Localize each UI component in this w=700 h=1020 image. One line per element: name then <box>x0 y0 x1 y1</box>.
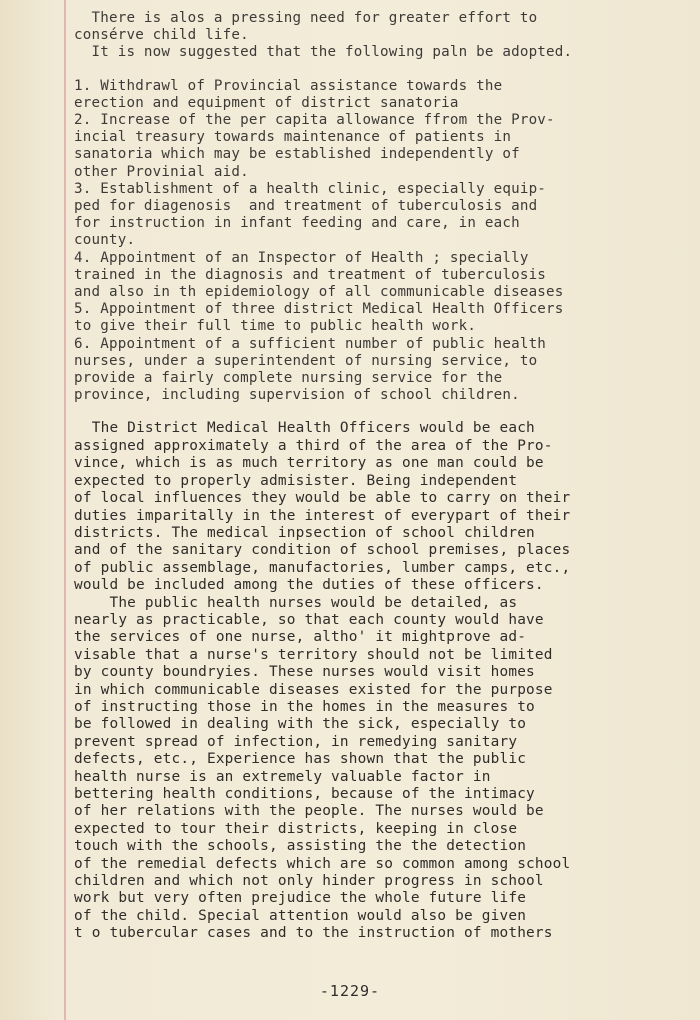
text-line: of local influences they would be able to carry on their <box>74 490 571 507</box>
text-line: work but very often prejudice the whole future life <box>74 890 527 907</box>
plan-item-line: province, including supervision of school children. <box>74 387 520 404</box>
plan-item-line: 1. Withdrawl of Provincial assistance towards the <box>74 77 503 94</box>
plan-item-line: erection and equipment of district sanatoria <box>74 94 459 111</box>
text-line: duties imparitally in the interest of everypart of their <box>74 507 571 524</box>
plan-item-line: 3. Establishment of a health clinic, especially equip- <box>74 180 547 197</box>
plan-item-line: and also in th epidemiology of all communicable diseases <box>74 284 564 301</box>
text-line: be followed in dealing with the sick, especially to <box>74 716 527 733</box>
text-line: assigned approximately a third of the area of the Pro- <box>74 437 553 454</box>
plan-item-line: nurses, under a superintendent of nursing service, to <box>74 352 538 369</box>
spacer <box>74 62 674 78</box>
page-number: -1229- <box>319 982 381 1000</box>
plan-item-line: 2. Increase of the per capita allowance ffrom the Prov- <box>74 112 555 129</box>
intro-paragraph <box>74 10 674 62</box>
text-line: expected to properly admisister. Being independent <box>74 472 518 489</box>
text-line: touch with the schools, assisting the the detection <box>74 838 527 855</box>
plan-item-line: 4. Appointment of an Inspector of Health ; specially <box>74 249 529 266</box>
text-line: health nurse is an extremely valuable factor in <box>74 768 491 785</box>
text-line: t o tubercular cases and to the instruction of mothers <box>74 925 553 942</box>
text-line: of instructing those in the homes in the measures to <box>74 698 535 715</box>
text-line: of the remedial defects which are so common among school <box>74 855 571 872</box>
district-officers-paragraph <box>74 420 674 594</box>
plan-item-line: county. <box>74 232 136 249</box>
plan-item-line: provide a fairly complete nursing service for the <box>74 370 503 387</box>
text-line: vince, which is as much territory as one man could be <box>74 455 544 472</box>
text-line: defects, etc., Experience has shown that the public <box>74 751 527 768</box>
plan-item-line: incial treasury towards maintenance of patients in <box>74 129 512 146</box>
plan-item-line: ped for diagenosis and treatment of tuberculosis and <box>74 198 538 215</box>
text-line: nearly as practicable, so that each county would have <box>74 611 544 628</box>
text-line: of her relations with the people. The nurses would be <box>74 803 544 820</box>
margin-rule <box>64 0 66 1020</box>
text-line: The District Medical Health Officers would be each <box>74 420 535 437</box>
plan-item-line: to give their full time to public health work. <box>74 318 477 335</box>
text-line: There is alos a pressing need for greater effort to <box>74 10 538 26</box>
text-line: consérve child life. <box>74 27 249 44</box>
plan-list <box>74 78 674 405</box>
public-health-nurses-paragraph <box>74 595 674 943</box>
plan-item-line: 5. Appointment of three district Medical Health Officers <box>74 301 564 318</box>
text-line: in which communicable diseases existed for the purpose <box>74 681 553 698</box>
text-line: The public health nurses would be detailed, as <box>74 594 518 611</box>
text-line: children and which not only hinder progress in school <box>74 873 544 890</box>
plan-item-line: other Provinial aid. <box>74 163 249 180</box>
text-line: expected to tour their districts, keeping in close <box>74 820 518 837</box>
text-line: the services of one nurse, altho' it mightprove ad- <box>74 629 527 646</box>
text-line: of the child. Special attention would also be given <box>74 907 527 924</box>
plan-item-line: trained in the diagnosis and treatment of tuberculosis <box>74 266 547 283</box>
text-line: and of the sanitary condition of school premises, places <box>74 542 571 559</box>
text-line: by county boundryies. These nurses would visit homes <box>74 664 535 681</box>
plan-item-line: for instruction in infant feeding and care, in each <box>74 215 520 232</box>
plan-item-line: sanatoria which may be established independently of <box>74 146 520 163</box>
text-line: It is now suggested that the following paln be adopted. <box>74 44 573 61</box>
text-line: districts. The medical inpsection of school children <box>74 524 535 541</box>
plan-item-line: 6. Appointment of a sufficient number of public health <box>74 335 547 352</box>
spacer <box>74 404 674 420</box>
typed-text-body <box>74 10 674 943</box>
text-line: visable that a nurse's territory should not be limited <box>74 646 553 663</box>
text-line: bettering health conditions, because of the intimacy <box>74 786 535 802</box>
text-line: of public assemblage, manufactories, lumber camps, etc., <box>74 559 571 576</box>
text-line: would be included among the duties of these officers. <box>74 577 544 594</box>
text-line: prevent spread of infection, in remedying sanitary <box>74 733 518 750</box>
